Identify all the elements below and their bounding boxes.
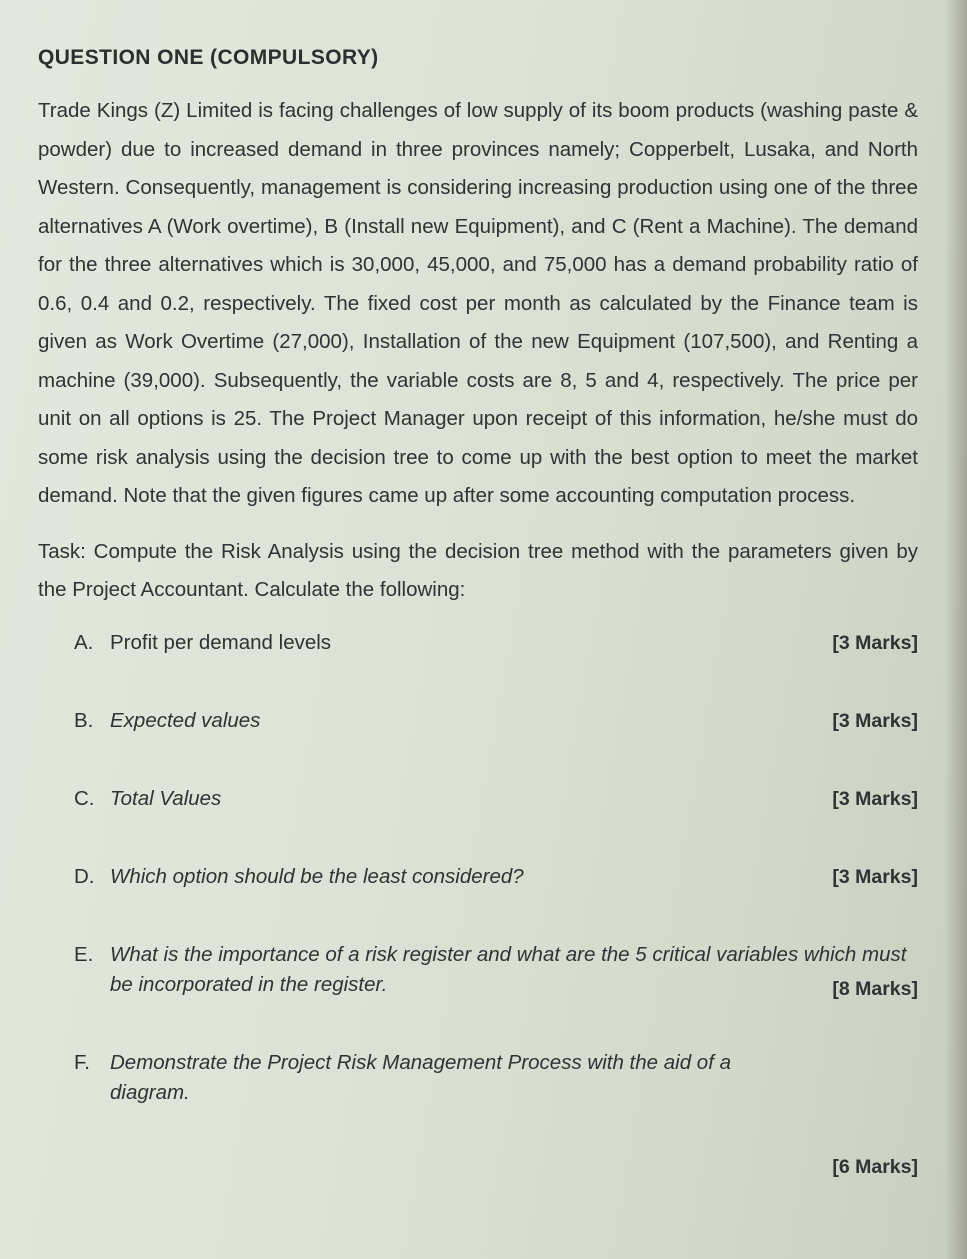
question-e-letter: E. bbox=[74, 942, 94, 966]
question-a-text: Profit per demand levels bbox=[110, 630, 332, 654]
question-e-marks: [8 Marks] bbox=[832, 977, 918, 1000]
question-f-marks: [6 Marks] bbox=[832, 1155, 918, 1178]
question-list bbox=[38, 628, 918, 1178]
task-label: Task bbox=[38, 539, 81, 563]
question-d bbox=[38, 862, 918, 892]
question-c-letter: C. bbox=[74, 786, 95, 810]
task-text: : Compute the Risk Analysis using the decision tree method with the parameters given by the Project Accountant. Calculate the following: bbox=[38, 539, 918, 601]
question-b-text: Expected values bbox=[110, 708, 261, 732]
question-a bbox=[38, 628, 918, 658]
page-edge-shadow bbox=[945, 0, 967, 1259]
question-b bbox=[38, 706, 918, 736]
question-f bbox=[38, 1048, 918, 1178]
question-c bbox=[38, 784, 918, 814]
question-d-letter: D. bbox=[74, 864, 95, 888]
case-paragraph: Trade Kings (Z) Limited is facing challenges of low supply of its boom products (washing paste & powder) due to increased demand in three provinces namely; Copperbelt, Lusaka, and North Western. Consequently, management is considering increasing production using one of the three alternatives A (Work overtime), B (Install new Equipment), and C (Rent a Machine). The demand for the three alternatives which is 30,000, 45,000, and 75,000 has a demand probability ratio of 0.6, 0.4 and 0.2, respectively. The fixed cost per month as calculated by the Finance team is given as Work Overtime (27,000), Installation of the new Equipment (107,500), and Renting a machine (39,000). Subsequently, the variable costs are 8, 5 and 4, respectively. The price per unit on all options is 25. The Project Manager upon receipt of this information, he/she must do some risk analysis using the decision tree to come up with the best option to meet the market demand. Note that the given figures came up after some accounting computation process. bbox=[38, 99, 918, 507]
question-b-marks: [3 Marks] bbox=[832, 709, 918, 732]
question-a-marks: [3 Marks] bbox=[832, 631, 918, 654]
task-paragraph bbox=[38, 533, 918, 610]
question-c-text: Total Values bbox=[110, 786, 222, 810]
question-e bbox=[38, 940, 918, 1000]
question-f-letter: F. bbox=[74, 1050, 90, 1074]
exam-page bbox=[38, 46, 918, 1178]
question-d-marks: [3 Marks] bbox=[832, 865, 918, 888]
question-a-letter: A. bbox=[74, 630, 94, 654]
question-c-marks: [3 Marks] bbox=[832, 787, 918, 810]
question-f-text: Demonstrate the Project Risk Management Process with the aid of a diagram. bbox=[110, 1050, 731, 1104]
question-b-letter: B. bbox=[74, 708, 94, 732]
question-heading: QUESTION ONE (COMPULSORY) bbox=[38, 46, 379, 69]
question-d-text: Which option should be the least considered? bbox=[110, 864, 524, 888]
question-e-text: What is the importance of a risk register and what are the 5 critical variables which must be incorporated in the register. bbox=[110, 942, 907, 996]
